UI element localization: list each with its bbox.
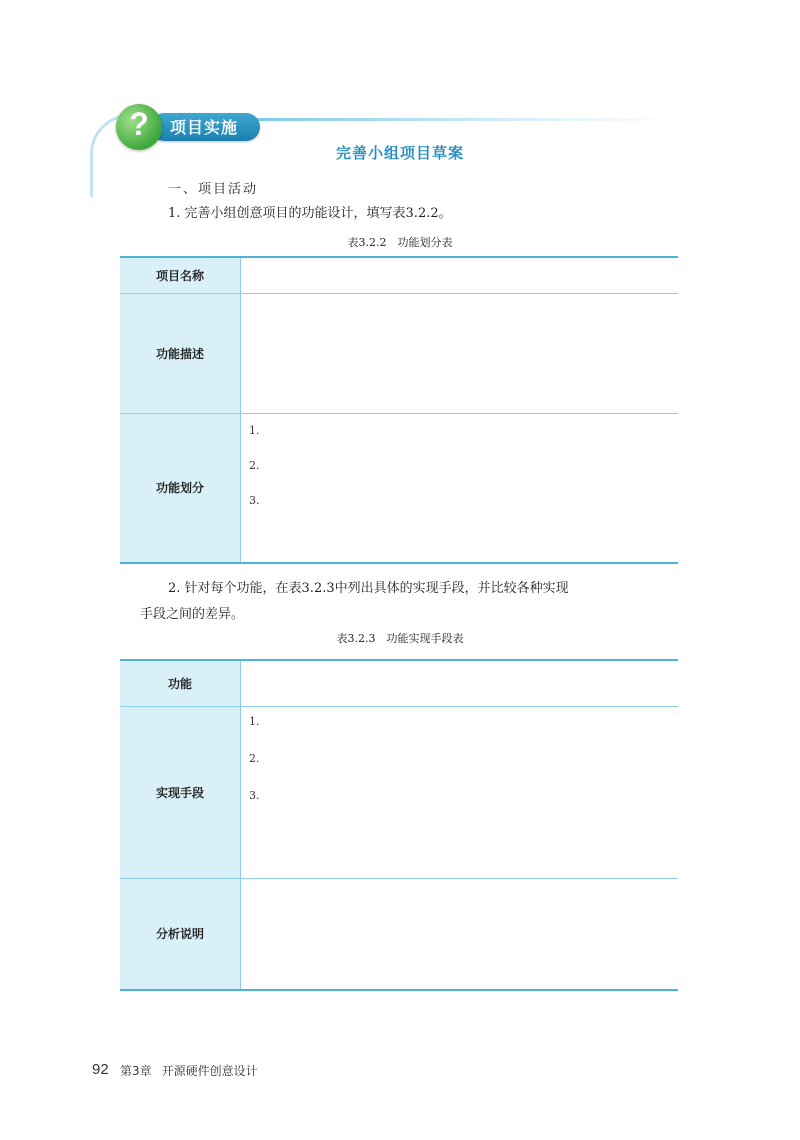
table-label-cell: 功能划分 [120, 413, 241, 563]
table-row [120, 878, 678, 990]
instruction-2-line2: 手段之间的差异。 [140, 607, 245, 622]
section-badge-label: 项目实施 [170, 118, 239, 137]
instruction-2-line1: 2. 针对每个功能，在表3.2.3中列出具体的实现手段，并比较各种实现 [168, 581, 569, 596]
table-label-cell: 实现手段 [120, 706, 241, 878]
list-item-number: 2. [249, 751, 260, 765]
chapter-footer [120, 1062, 258, 1079]
project-name-cell [241, 257, 679, 293]
list-item-number: 1. [249, 714, 260, 728]
list-item-number: 2. [249, 458, 260, 472]
list-item-number: 3. [249, 788, 260, 802]
table1-caption: 表3.2.2 功能划分表 [347, 236, 453, 249]
implementation-means-table [120, 659, 678, 991]
table-row [120, 293, 678, 413]
table-label-cell: 功能描述 [120, 293, 241, 413]
table-row [120, 413, 678, 563]
function-cell [241, 660, 679, 706]
function-division-table [120, 256, 678, 564]
chapter-title: 开源硬件创意设计 [161, 1064, 258, 1078]
function-description-cell [241, 293, 679, 413]
analysis-cell [241, 878, 679, 990]
page-title: 完善小组项目草案 [335, 144, 464, 162]
table-label-cell: 功能 [120, 660, 241, 706]
table-row [120, 706, 678, 878]
page-number: 92 [92, 1061, 109, 1078]
question-icon: ? [116, 104, 162, 150]
section-heading: 一、项目活动 [168, 182, 259, 197]
implementation-means-cell [241, 706, 679, 878]
chapter-label: 第3章 [120, 1064, 152, 1078]
table2-caption: 表3.2.3 功能实现手段表 [336, 632, 464, 645]
instruction-1: 1. 完善小组创意项目的功能设计，填写表3.2.2。 [168, 206, 452, 221]
table-row [120, 660, 678, 706]
function-division-cell [241, 413, 679, 563]
table-label-cell: 分析说明 [120, 878, 241, 990]
header-decoration-line [255, 118, 675, 121]
table-row [120, 257, 678, 293]
table-label-cell: 项目名称 [120, 257, 241, 293]
list-item-number: 3. [249, 493, 260, 507]
list-item-number: 1. [249, 423, 260, 437]
